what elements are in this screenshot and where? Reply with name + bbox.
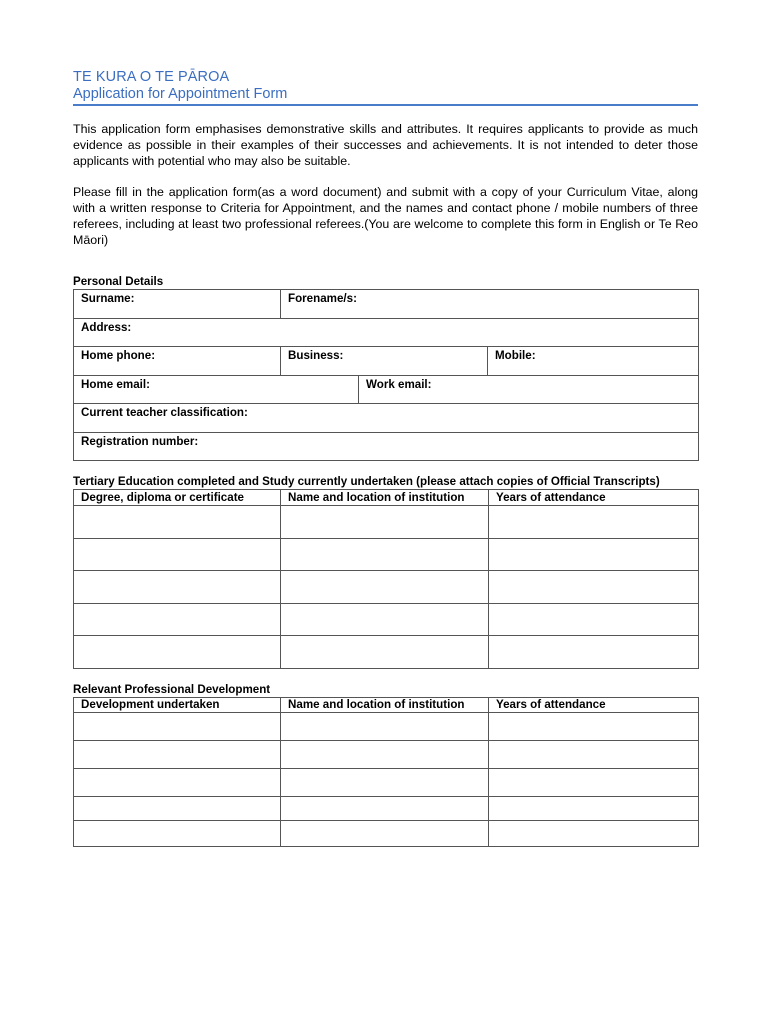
table-row (74, 636, 699, 669)
professional-development-heading: Relevant Professional Development (73, 682, 271, 696)
table-row (74, 290, 699, 319)
table-cell[interactable] (281, 820, 489, 846)
registration-number-field[interactable]: Registration number: (74, 432, 699, 461)
table-cell[interactable] (281, 571, 489, 604)
business-phone-field[interactable]: Business: (281, 347, 488, 376)
table-cell[interactable] (489, 740, 699, 768)
tertiary-education-table (73, 489, 699, 669)
table-cell[interactable] (489, 538, 699, 571)
table-row (74, 768, 699, 796)
title-divider (73, 104, 698, 106)
table-row (74, 538, 699, 571)
table-row (74, 404, 699, 433)
table-row (74, 506, 699, 539)
column-header: Name and location of institution (281, 490, 489, 506)
mobile-field[interactable]: Mobile: (488, 347, 699, 376)
table-row (74, 571, 699, 604)
application-form-page (73, 66, 698, 847)
table-cell[interactable] (74, 538, 281, 571)
intro-paragraph-2: Please fill in the application form(as a word document) and submit with a copy of your Curriculum Vitae, along with a written response to Criteria for Appointment, and the names and contact phone / mobile numbers of three referees, including at least two professional referees.(You are welcome to complete this form in English or Te Reo Māori) (73, 185, 698, 247)
table-cell[interactable] (74, 740, 281, 768)
surname-field[interactable]: Surname: (74, 290, 281, 319)
table-cell[interactable] (489, 603, 699, 636)
table-cell[interactable] (489, 636, 699, 669)
table-cell[interactable] (74, 820, 281, 846)
table-cell[interactable] (281, 768, 489, 796)
table-row (74, 740, 699, 768)
work-email-field[interactable]: Work email: (359, 375, 699, 404)
table-cell[interactable] (74, 506, 281, 539)
table-cell[interactable] (281, 603, 489, 636)
table-cell[interactable] (281, 506, 489, 539)
table-cell[interactable] (281, 740, 489, 768)
table-cell[interactable] (74, 768, 281, 796)
table-row (74, 796, 699, 820)
professional-development-table (73, 697, 699, 847)
table-header-row (74, 490, 699, 506)
table-cell[interactable] (489, 571, 699, 604)
table-cell[interactable] (74, 636, 281, 669)
school-name: TE KURA O TE PĀROA (73, 69, 230, 85)
table-row (74, 603, 699, 636)
address-field[interactable]: Address: (74, 318, 699, 347)
table-cell[interactable] (489, 796, 699, 820)
table-cell[interactable] (74, 796, 281, 820)
teacher-classification-field[interactable]: Current teacher classification: (74, 404, 699, 433)
table-cell[interactable] (74, 571, 281, 604)
table-row (74, 432, 699, 461)
home-phone-field[interactable]: Home phone: (74, 347, 281, 376)
table-cell[interactable] (489, 820, 699, 846)
forenames-field[interactable]: Forename/s: (281, 290, 699, 319)
column-header: Years of attendance (489, 490, 699, 506)
home-email-field[interactable]: Home email: (74, 375, 359, 404)
column-header: Years of attendance (489, 697, 699, 712)
table-cell[interactable] (74, 603, 281, 636)
table-row (74, 375, 699, 404)
table-cell[interactable] (489, 506, 699, 539)
table-row (74, 712, 699, 740)
table-row (74, 820, 699, 846)
intro-paragraph-1: This application form emphasises demonstrative skills and attributes. It requires applicants to provide as much evidence as possible in their examples of their successes and achievements. It is not intended to deter those applicants with potential who may also be suitable. (73, 122, 698, 168)
table-cell[interactable] (74, 712, 281, 740)
table-cell[interactable] (489, 712, 699, 740)
personal-details-table (73, 289, 699, 461)
table-cell[interactable] (281, 796, 489, 820)
column-header: Degree, diploma or certificate (74, 490, 281, 506)
form-title: Application for Appointment Form (73, 86, 288, 102)
personal-details-heading: Personal Details (73, 275, 164, 288)
table-row (74, 318, 699, 347)
table-cell[interactable] (489, 768, 699, 796)
table-cell[interactable] (281, 538, 489, 571)
column-header: Name and location of institution (281, 697, 489, 712)
table-cell[interactable] (281, 712, 489, 740)
column-header: Development undertaken (74, 697, 281, 712)
table-header-row (74, 697, 699, 712)
table-cell[interactable] (281, 636, 489, 669)
tertiary-education-heading: Tertiary Education completed and Study currently undertaken (please attach copies of Official Transcripts) (73, 475, 660, 488)
table-row (74, 347, 699, 376)
